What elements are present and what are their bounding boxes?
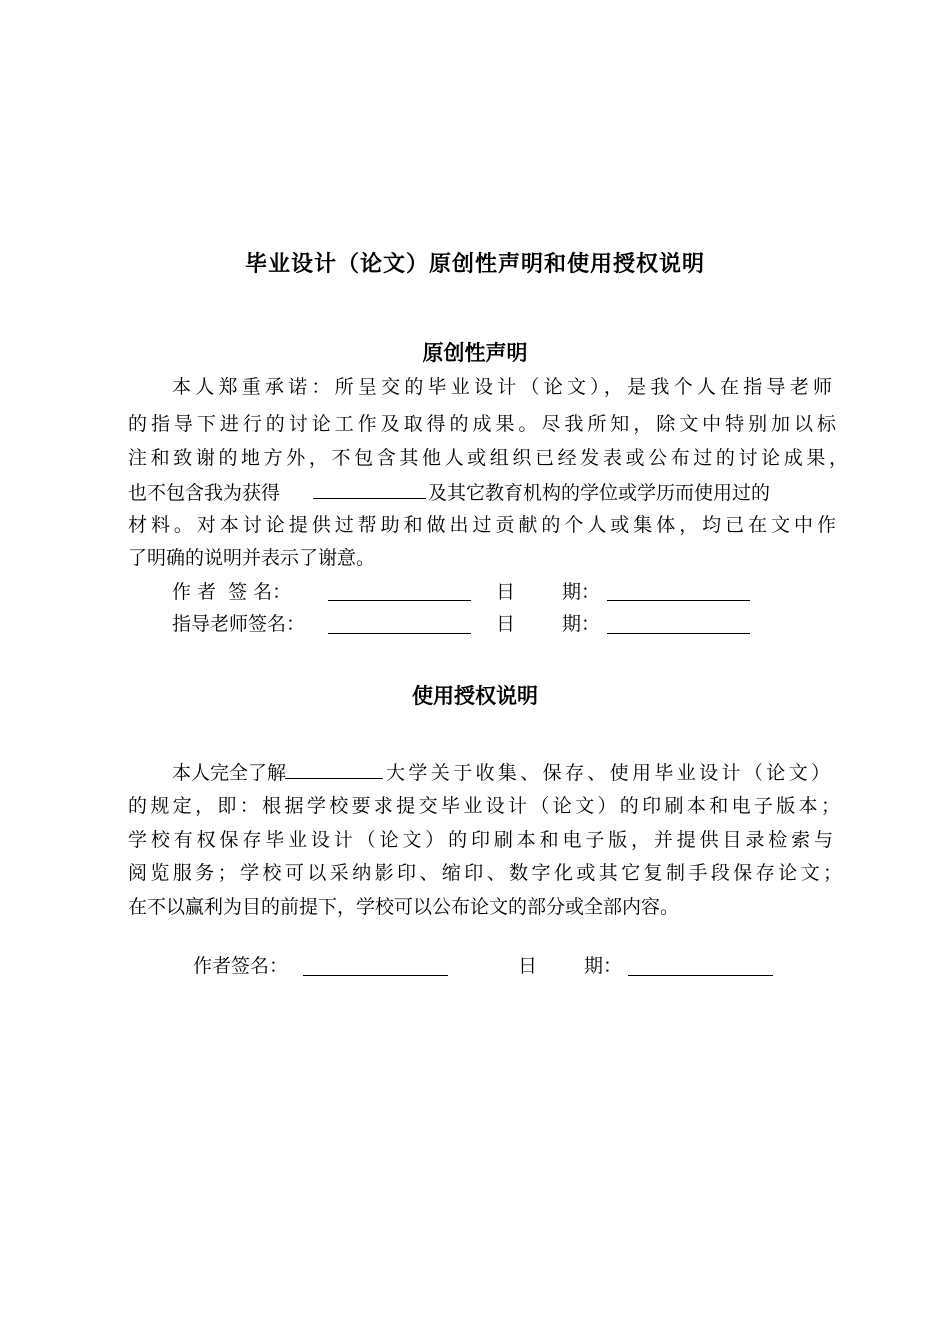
authorization-date-char-1: 日 — [518, 955, 538, 977]
authorization-line-2: 的规定，即：根据学校要求提交毕业设计（论文）的印刷本和电子版本； — [128, 795, 840, 817]
date-label-char-1: 日 — [496, 581, 516, 603]
authorization-signature-row — [0, 951, 950, 981]
advisor-signature-label: 指导老师签名： — [172, 613, 306, 635]
advisor-date-label-char-1: 日 — [496, 613, 516, 635]
degree-institution-blank[interactable] — [313, 497, 426, 499]
originality-line-4-end: 及其它教育机构的学位或学历而使用过的 — [428, 482, 771, 504]
page-title: 毕业设计（论文）原创性声明和使用授权说明 — [244, 252, 705, 277]
originality-line-3: 注和致谢的地方外，不包含其他人或组织已经发表或公布过的讨论成果， — [128, 447, 848, 469]
advisor-date-field[interactable] — [607, 632, 750, 634]
authorization-line-5: 在不以赢利为目的前提下，学校可以公布论文的部分或全部内容。 — [128, 896, 680, 918]
authorization-author-label: 作者签名： — [193, 955, 289, 977]
originality-line-6: 了明确的说明并表示了谢意。 — [128, 547, 376, 569]
university-name-blank[interactable] — [285, 777, 383, 779]
authorization-line-1-end: 大学关于收集、保存、使用毕业设计（论文） — [386, 762, 830, 784]
originality-line-1: 本人郑重承诺：所呈交的毕业设计（论文），是我个人在指导老师 — [172, 376, 832, 398]
originality-line-4-start: 也不包含我为获得 — [128, 482, 281, 504]
originality-line-2: 的指导下进行的讨论工作及取得的成果。尽我所知，除文中特别加以标 — [128, 413, 836, 435]
author-date-field[interactable] — [607, 599, 750, 601]
authorization-date-field[interactable] — [628, 974, 773, 976]
authorization-line-4: 阅览服务；学校可以采纳影印、缩印、数字化或其它复制手段保存论文； — [128, 862, 842, 884]
author-signature-label: 作 者 签 名： — [172, 581, 292, 603]
author-signature-row — [0, 577, 950, 607]
authorization-line-1-start: 本人完全了解 — [172, 762, 287, 784]
authorization-line-3: 学校有权保存毕业设计（论文）的印刷本和电子版，并提供目录检索与 — [128, 829, 833, 851]
author-signature-field[interactable] — [328, 599, 471, 601]
authorization-date-char-2: 期： — [584, 955, 623, 977]
advisor-signature-row — [0, 609, 950, 639]
originality-heading: 原创性声明 — [422, 341, 528, 365]
authorization-author-signature-field[interactable] — [303, 974, 448, 976]
date-label-char-2: 期： — [562, 581, 601, 603]
advisor-date-label-char-2: 期： — [562, 613, 601, 635]
advisor-signature-field[interactable] — [328, 632, 471, 634]
originality-line-5: 材料。对本讨论提供过帮助和做出过贡献的个人或集体，均已在文中作 — [128, 514, 836, 536]
authorization-heading: 使用授权说明 — [412, 684, 538, 708]
